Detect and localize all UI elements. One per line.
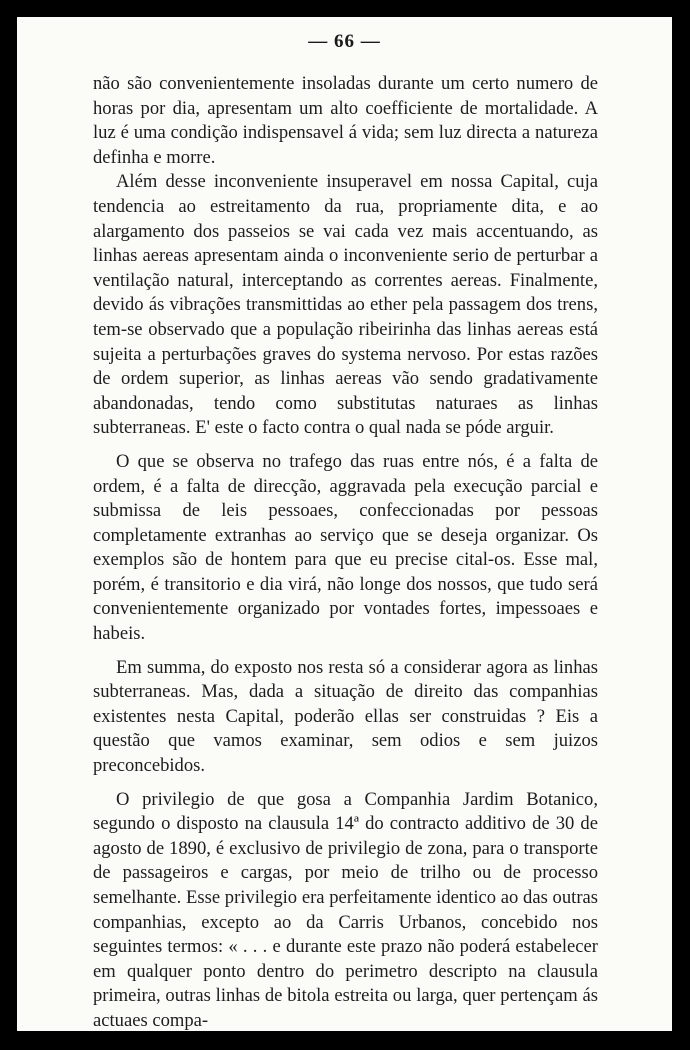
body-text <box>93 72 598 1031</box>
paragraph-1: não são convenientemente insoladas durante um certo numero de horas por dia, apresentam um alto coefficiente de mortalidade. A luz é uma condição indispensavel á vida; sem luz directa a natureza definha e morre. <box>93 73 598 168</box>
paragraph-5: O privilegio de que gosa a Companhia Jardim Botanico, segundo o disposto na clausula 14ª do contracto additivo de 30 de agosto de 1890, é exclusivo de privilegio de zona, para o transporte de passageiros e cargas, por meio de trilho ou de processo semelhante. Esse privilegio era perfeitamente identico ao das outras companhias, excepto ao da Carris Urbanos, concebido nos seguintes termos: « . . . e durante este prazo não poderá estabelecer em qualquer ponto dentro do perimetro descripto na clausula primeira, outras linhas de bitola estreita ou larga, quer pertençam ás actuaes compa- <box>93 788 598 1031</box>
paragraph-3: O que se observa no trafego das ruas entre nós, é a falta de ordem, é a falta de direcção, aggravada pela execução parcial e submissa de leis pessoaes, confeccionadas por pessoas completamente extranhas ao serviço que se deseja organizar. Os exemplos são de hontem para que eu precise cital-os. Esse mal, porém, é transitorio e dia virá, não longe dos nossos, que tudo será convenientemente organizado por vontades fortes, impessoaes e habeis. <box>93 450 598 645</box>
page-number: — 66 — <box>308 31 381 52</box>
document-page <box>17 17 672 1031</box>
paragraph-4: Em summa, do exposto nos resta só a considerar agora as linhas subterraneas. Mas, dada a situação de direito das companhias existentes nesta Capital, poderão ellas ser construidas ? Eis a questão que vamos examinar, sem odios e sem juizos preconcebidos. <box>93 656 598 777</box>
paragraph-2: Além desse inconveniente insuperavel em nossa Capital, cuja tendencia ao estreitamento da rua, propriamente dita, e ao alargamento dos passeios se vai cada vez mais accentuando, as linhas aereas apresentam ainda o inconveniente serio de perturbar a ventilação natural, interceptando as correntes aereas. Finalmente, devido ás vibrações transmittidas ao ether pela passagem dos trens, tem-se observado que a população ribeirinha das linhas aereas está sujeita a perturbações graves do systema nervoso. Por estas razões de ordem superior, as linhas aereas vão sendo gradativamente abandonadas, tendo como substitutas naturaes as linhas subterraneas. E' este o facto contra o qual nada se póde arguir. <box>93 171 598 439</box>
